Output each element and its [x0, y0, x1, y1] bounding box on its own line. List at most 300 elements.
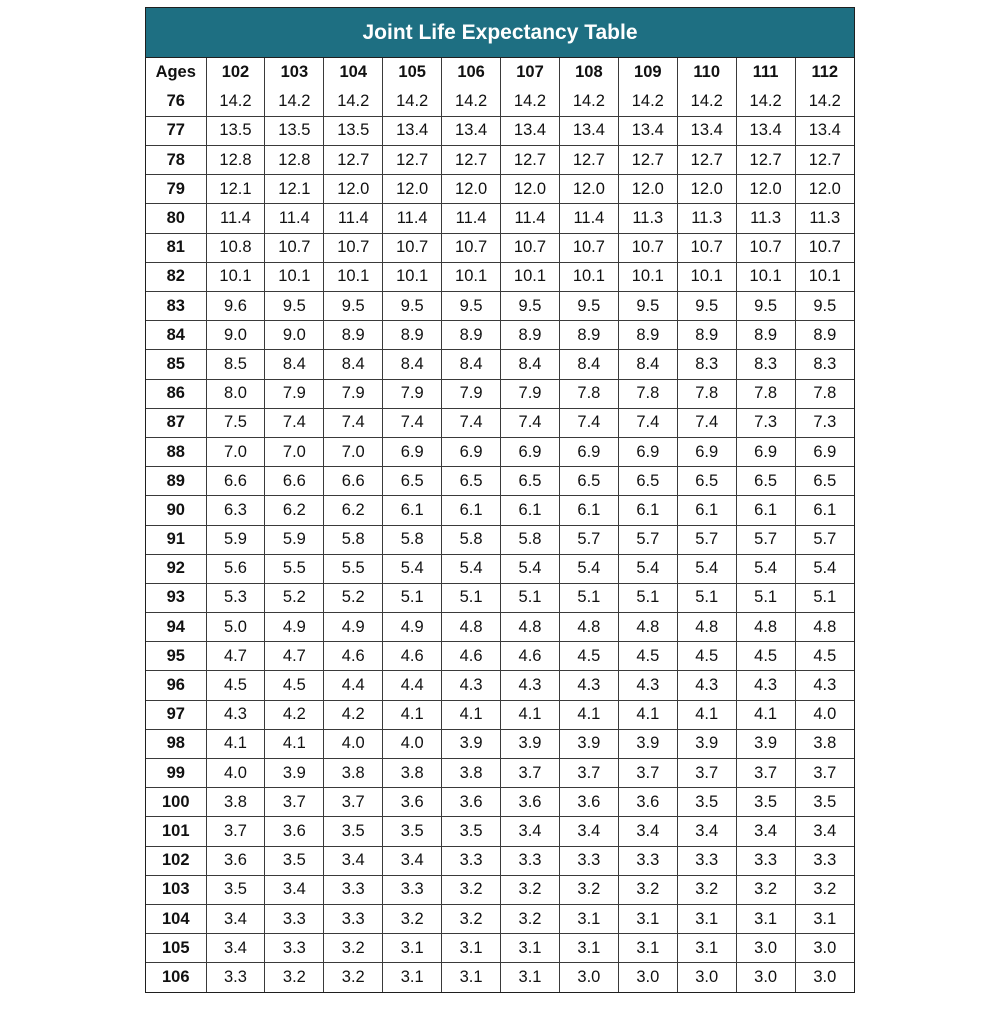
table-row: [146, 204, 854, 233]
header-row: [146, 58, 854, 87]
column-header-109: 109: [618, 58, 677, 87]
table-cell: 7.9: [501, 379, 560, 408]
table-cell: 10.7: [677, 233, 736, 262]
table-cell: 3.5: [206, 875, 265, 904]
table-cell: 12.8: [265, 146, 324, 175]
table-cell: 4.6: [501, 642, 560, 671]
table-cell: 7.8: [559, 379, 618, 408]
table-cell: 6.1: [736, 496, 795, 525]
table-cell: 3.1: [559, 904, 618, 933]
table-cell: 12.7: [501, 146, 560, 175]
table-cell: 3.2: [442, 904, 501, 933]
table-cell: 6.9: [677, 437, 736, 466]
table-cell: 3.4: [324, 846, 383, 875]
table-cell: 10.1: [795, 262, 854, 291]
table-cell: 3.4: [265, 875, 324, 904]
table-cell: 3.6: [442, 788, 501, 817]
table-cell: 3.8: [206, 788, 265, 817]
table-cell: 6.5: [618, 467, 677, 496]
table-cell: 3.5: [795, 788, 854, 817]
row-age-label: 89: [146, 467, 206, 496]
table-cell: 3.3: [324, 875, 383, 904]
table-cell: 3.0: [736, 963, 795, 992]
table-cell: 11.4: [383, 204, 442, 233]
table-cell: 8.4: [618, 350, 677, 379]
table-cell: 12.0: [677, 175, 736, 204]
table-cell: 10.1: [442, 262, 501, 291]
table-cell: 3.4: [618, 817, 677, 846]
table-cell: 11.3: [618, 204, 677, 233]
table-cell: 3.3: [795, 846, 854, 875]
table-cell: 8.4: [442, 350, 501, 379]
table-cell: 5.4: [677, 554, 736, 583]
table-cell: 4.6: [442, 642, 501, 671]
row-age-label: 97: [146, 700, 206, 729]
table-cell: 6.2: [324, 496, 383, 525]
table-cell: 13.4: [736, 116, 795, 145]
table-cell: 13.5: [206, 116, 265, 145]
row-age-label: 91: [146, 525, 206, 554]
table-cell: 12.7: [324, 146, 383, 175]
table-cell: 7.4: [501, 408, 560, 437]
table-cell: 3.9: [559, 729, 618, 758]
column-header-106: 106: [442, 58, 501, 87]
table-cell: 7.4: [442, 408, 501, 437]
table-cell: 3.7: [736, 759, 795, 788]
table-cell: 4.4: [324, 671, 383, 700]
table-cell: 3.1: [442, 934, 501, 963]
table-cell: 14.2: [795, 87, 854, 116]
table-cell: 12.8: [206, 146, 265, 175]
table-cell: 8.3: [795, 350, 854, 379]
table-cell: 8.4: [559, 350, 618, 379]
table-cell: 10.1: [324, 262, 383, 291]
table-cell: 8.4: [501, 350, 560, 379]
table-cell: 12.0: [618, 175, 677, 204]
table-cell: 3.6: [206, 846, 265, 875]
table-cell: 3.2: [501, 875, 560, 904]
table-cell: 5.2: [265, 583, 324, 612]
column-header-105: 105: [383, 58, 442, 87]
table-cell: 6.5: [442, 467, 501, 496]
table-cell: 4.1: [265, 729, 324, 758]
table-cell: 3.1: [677, 934, 736, 963]
table-cell: 5.8: [324, 525, 383, 554]
table-cell: 14.2: [677, 87, 736, 116]
table-cell: 10.1: [265, 262, 324, 291]
table-cell: 4.6: [324, 642, 383, 671]
table-cell: 12.7: [559, 146, 618, 175]
table-cell: 4.1: [442, 700, 501, 729]
table-cell: 3.6: [559, 788, 618, 817]
row-age-label: 80: [146, 204, 206, 233]
table-cell: 3.6: [501, 788, 560, 817]
row-age-label: 81: [146, 233, 206, 262]
table-cell: 7.8: [677, 379, 736, 408]
table-row: [146, 379, 854, 408]
table-cell: 12.0: [501, 175, 560, 204]
table-cell: 6.1: [383, 496, 442, 525]
table-cell: 3.7: [206, 817, 265, 846]
table-cell: 4.5: [559, 642, 618, 671]
table-cell: 3.9: [618, 729, 677, 758]
table-cell: 11.4: [559, 204, 618, 233]
table-cell: 12.0: [559, 175, 618, 204]
table-cell: 7.3: [795, 408, 854, 437]
table-cell: 3.9: [265, 759, 324, 788]
table-cell: 4.0: [383, 729, 442, 758]
table-cell: 4.3: [736, 671, 795, 700]
table-cell: 3.2: [795, 875, 854, 904]
table-row: [146, 350, 854, 379]
row-age-label: 85: [146, 350, 206, 379]
table-cell: 5.9: [206, 525, 265, 554]
table-cell: 10.1: [618, 262, 677, 291]
table-row: [146, 554, 854, 583]
life-expectancy-table-sheet: [145, 7, 855, 993]
table-cell: 3.0: [677, 963, 736, 992]
ages-header: Ages: [146, 58, 206, 87]
table-cell: 4.8: [618, 613, 677, 642]
table-cell: 4.1: [677, 700, 736, 729]
table-row: [146, 788, 854, 817]
table-cell: 5.0: [206, 613, 265, 642]
table-cell: 3.4: [795, 817, 854, 846]
table-cell: 6.6: [265, 467, 324, 496]
table-cell: 4.1: [559, 700, 618, 729]
table-cell: 5.1: [442, 583, 501, 612]
table-cell: 13.5: [265, 116, 324, 145]
table-cell: 7.8: [618, 379, 677, 408]
table-cell: 4.1: [206, 729, 265, 758]
table-cell: 3.3: [501, 846, 560, 875]
table-cell: 10.8: [206, 233, 265, 262]
table-cell: 3.3: [265, 934, 324, 963]
table-cell: 8.9: [618, 321, 677, 350]
table-cell: 3.6: [383, 788, 442, 817]
table-cell: 12.0: [383, 175, 442, 204]
table-cell: 4.3: [677, 671, 736, 700]
table-cell: 12.0: [795, 175, 854, 204]
table-cell: 7.8: [795, 379, 854, 408]
table-cell: 12.1: [206, 175, 265, 204]
table-cell: 14.2: [559, 87, 618, 116]
row-age-label: 99: [146, 759, 206, 788]
table-cell: 3.4: [206, 904, 265, 933]
table-cell: 3.7: [795, 759, 854, 788]
table-cell: 10.1: [736, 262, 795, 291]
table-cell: 3.9: [442, 729, 501, 758]
table-row: [146, 963, 854, 992]
row-age-label: 94: [146, 613, 206, 642]
table-cell: 4.0: [324, 729, 383, 758]
table-cell: 13.4: [442, 116, 501, 145]
table-cell: 3.4: [559, 817, 618, 846]
table-cell: 3.7: [677, 759, 736, 788]
table-cell: 6.5: [736, 467, 795, 496]
table-cell: 4.2: [324, 700, 383, 729]
table-cell: 3.5: [265, 846, 324, 875]
row-age-label: 86: [146, 379, 206, 408]
table-cell: 14.2: [206, 87, 265, 116]
table-cell: 3.7: [559, 759, 618, 788]
table-cell: 6.1: [677, 496, 736, 525]
table-cell: 3.1: [442, 963, 501, 992]
table-cell: 8.3: [736, 350, 795, 379]
table-cell: 3.1: [677, 904, 736, 933]
row-age-label: 92: [146, 554, 206, 583]
table-cell: 4.8: [559, 613, 618, 642]
table-cell: 4.8: [677, 613, 736, 642]
table-row: [146, 146, 854, 175]
table-cell: 7.4: [559, 408, 618, 437]
table-cell: 8.9: [383, 321, 442, 350]
table-cell: 4.5: [206, 671, 265, 700]
table-cell: 7.4: [265, 408, 324, 437]
table-cell: 14.2: [736, 87, 795, 116]
column-header-111: 111: [736, 58, 795, 87]
table-cell: 10.7: [501, 233, 560, 262]
table-cell: 7.9: [383, 379, 442, 408]
table-cell: 14.2: [265, 87, 324, 116]
table-cell: 12.7: [618, 146, 677, 175]
table-cell: 7.5: [206, 408, 265, 437]
table-cell: 9.6: [206, 292, 265, 321]
table-cell: 3.2: [383, 904, 442, 933]
table-cell: 4.3: [795, 671, 854, 700]
table-cell: 4.5: [618, 642, 677, 671]
table-cell: 7.3: [736, 408, 795, 437]
table-cell: 3.6: [265, 817, 324, 846]
table-cell: 12.7: [383, 146, 442, 175]
table-cell: 14.2: [324, 87, 383, 116]
row-age-label: 93: [146, 583, 206, 612]
table-cell: 4.9: [324, 613, 383, 642]
table-cell: 11.3: [795, 204, 854, 233]
table-cell: 3.2: [265, 963, 324, 992]
table-cell: 6.5: [383, 467, 442, 496]
table-cell: 12.1: [265, 175, 324, 204]
table-cell: 12.0: [324, 175, 383, 204]
row-age-label: 103: [146, 875, 206, 904]
table-cell: 3.4: [206, 934, 265, 963]
table-cell: 11.4: [206, 204, 265, 233]
row-age-label: 79: [146, 175, 206, 204]
table-cell: 3.1: [559, 934, 618, 963]
table-row: [146, 408, 854, 437]
table-cell: 4.1: [618, 700, 677, 729]
table-cell: 11.4: [324, 204, 383, 233]
table-cell: 5.2: [324, 583, 383, 612]
row-age-label: 82: [146, 262, 206, 291]
column-header-108: 108: [559, 58, 618, 87]
table-cell: 3.1: [618, 904, 677, 933]
row-age-label: 95: [146, 642, 206, 671]
table-cell: 3.1: [383, 963, 442, 992]
table-cell: 3.7: [501, 759, 560, 788]
table-cell: 4.9: [265, 613, 324, 642]
table-cell: 9.5: [618, 292, 677, 321]
table-cell: 3.3: [265, 904, 324, 933]
table-cell: 3.3: [618, 846, 677, 875]
table-cell: 3.3: [206, 963, 265, 992]
table-cell: 7.0: [206, 437, 265, 466]
table-row: [146, 759, 854, 788]
table-cell: 3.4: [736, 817, 795, 846]
table-row: [146, 729, 854, 758]
column-header-102: 102: [206, 58, 265, 87]
table-cell: 3.5: [677, 788, 736, 817]
table-row: [146, 321, 854, 350]
table-cell: 3.1: [383, 934, 442, 963]
table-cell: 5.7: [677, 525, 736, 554]
table-cell: 6.6: [324, 467, 383, 496]
table-row: [146, 175, 854, 204]
table-cell: 3.0: [559, 963, 618, 992]
table-cell: 4.3: [501, 671, 560, 700]
table-cell: 3.5: [442, 817, 501, 846]
table-cell: 3.3: [559, 846, 618, 875]
table-cell: 3.9: [677, 729, 736, 758]
row-age-label: 101: [146, 817, 206, 846]
table-cell: 3.7: [324, 788, 383, 817]
table-cell: 5.8: [383, 525, 442, 554]
table-cell: 7.9: [265, 379, 324, 408]
table-cell: 4.1: [501, 700, 560, 729]
table-cell: 8.9: [324, 321, 383, 350]
table-cell: 6.9: [618, 437, 677, 466]
table-cell: 4.5: [736, 642, 795, 671]
table-cell: 3.2: [324, 934, 383, 963]
table-cell: 7.9: [324, 379, 383, 408]
column-header-104: 104: [324, 58, 383, 87]
table-cell: 5.5: [324, 554, 383, 583]
table-cell: 8.9: [501, 321, 560, 350]
table-cell: 6.1: [559, 496, 618, 525]
table-row: [146, 934, 854, 963]
table-cell: 5.9: [265, 525, 324, 554]
table-cell: 3.1: [795, 904, 854, 933]
table-cell: 4.3: [618, 671, 677, 700]
table-cell: 3.5: [324, 817, 383, 846]
table-cell: 5.4: [383, 554, 442, 583]
table-cell: 4.3: [559, 671, 618, 700]
table-cell: 5.1: [677, 583, 736, 612]
table-cell: 4.8: [736, 613, 795, 642]
table-cell: 3.6: [618, 788, 677, 817]
table-cell: 7.4: [383, 408, 442, 437]
table-cell: 5.4: [442, 554, 501, 583]
table-cell: 4.5: [795, 642, 854, 671]
table-cell: 4.5: [265, 671, 324, 700]
table-cell: 14.2: [501, 87, 560, 116]
table-cell: 6.6: [206, 467, 265, 496]
table-cell: 5.3: [206, 583, 265, 612]
table-cell: 10.7: [265, 233, 324, 262]
table-row: [146, 875, 854, 904]
row-age-label: 83: [146, 292, 206, 321]
column-header-107: 107: [501, 58, 560, 87]
table-cell: 3.0: [795, 934, 854, 963]
table-cell: 3.8: [795, 729, 854, 758]
table-cell: 12.7: [736, 146, 795, 175]
table-cell: 12.7: [677, 146, 736, 175]
table-cell: 14.2: [618, 87, 677, 116]
table-cell: 3.9: [736, 729, 795, 758]
table-cell: 3.3: [442, 846, 501, 875]
table-cell: 6.5: [795, 467, 854, 496]
table-cell: 10.7: [559, 233, 618, 262]
table-cell: 5.4: [559, 554, 618, 583]
table-cell: 5.4: [618, 554, 677, 583]
table-cell: 3.5: [736, 788, 795, 817]
table-cell: 6.1: [795, 496, 854, 525]
table-cell: 4.3: [206, 700, 265, 729]
row-age-label: 76: [146, 87, 206, 116]
table-cell: 6.5: [501, 467, 560, 496]
table-row: [146, 700, 854, 729]
table-cell: 8.3: [677, 350, 736, 379]
table-cell: 11.4: [442, 204, 501, 233]
table-cell: 10.1: [383, 262, 442, 291]
table-cell: 6.3: [206, 496, 265, 525]
table-cell: 3.8: [442, 759, 501, 788]
table-cell: 4.4: [383, 671, 442, 700]
table-cell: 4.9: [383, 613, 442, 642]
table-cell: 5.1: [559, 583, 618, 612]
table-cell: 8.4: [383, 350, 442, 379]
table-cell: 4.2: [265, 700, 324, 729]
table-cell: 3.2: [736, 875, 795, 904]
table-cell: 7.9: [442, 379, 501, 408]
table-cell: 13.4: [501, 116, 560, 145]
table-cell: 6.1: [501, 496, 560, 525]
table-cell: 10.7: [736, 233, 795, 262]
table-cell: 6.9: [383, 437, 442, 466]
table-cell: 9.0: [265, 321, 324, 350]
table-cell: 3.1: [501, 963, 560, 992]
table-cell: 4.8: [795, 613, 854, 642]
table-row: [146, 87, 854, 116]
table-cell: 13.4: [677, 116, 736, 145]
table-cell: 6.9: [442, 437, 501, 466]
table-cell: 8.9: [442, 321, 501, 350]
table-cell: 11.3: [736, 204, 795, 233]
table-cell: 4.0: [206, 759, 265, 788]
table-cell: 8.9: [677, 321, 736, 350]
table-cell: 10.7: [618, 233, 677, 262]
table-cell: 4.1: [736, 700, 795, 729]
table-cell: 6.2: [265, 496, 324, 525]
table-cell: 5.8: [442, 525, 501, 554]
row-age-label: 88: [146, 437, 206, 466]
table-cell: 3.2: [677, 875, 736, 904]
table-cell: 3.3: [677, 846, 736, 875]
table-cell: 3.4: [501, 817, 560, 846]
table-cell: 5.4: [501, 554, 560, 583]
table-cell: 8.5: [206, 350, 265, 379]
table-row: [146, 467, 854, 496]
table-cell: 13.4: [618, 116, 677, 145]
table-cell: 3.1: [501, 934, 560, 963]
table-cell: 3.7: [618, 759, 677, 788]
table-cell: 8.4: [324, 350, 383, 379]
table-cell: 3.2: [442, 875, 501, 904]
table-cell: 10.1: [559, 262, 618, 291]
table-row: [146, 437, 854, 466]
table-cell: 6.5: [677, 467, 736, 496]
table-cell: 14.2: [442, 87, 501, 116]
